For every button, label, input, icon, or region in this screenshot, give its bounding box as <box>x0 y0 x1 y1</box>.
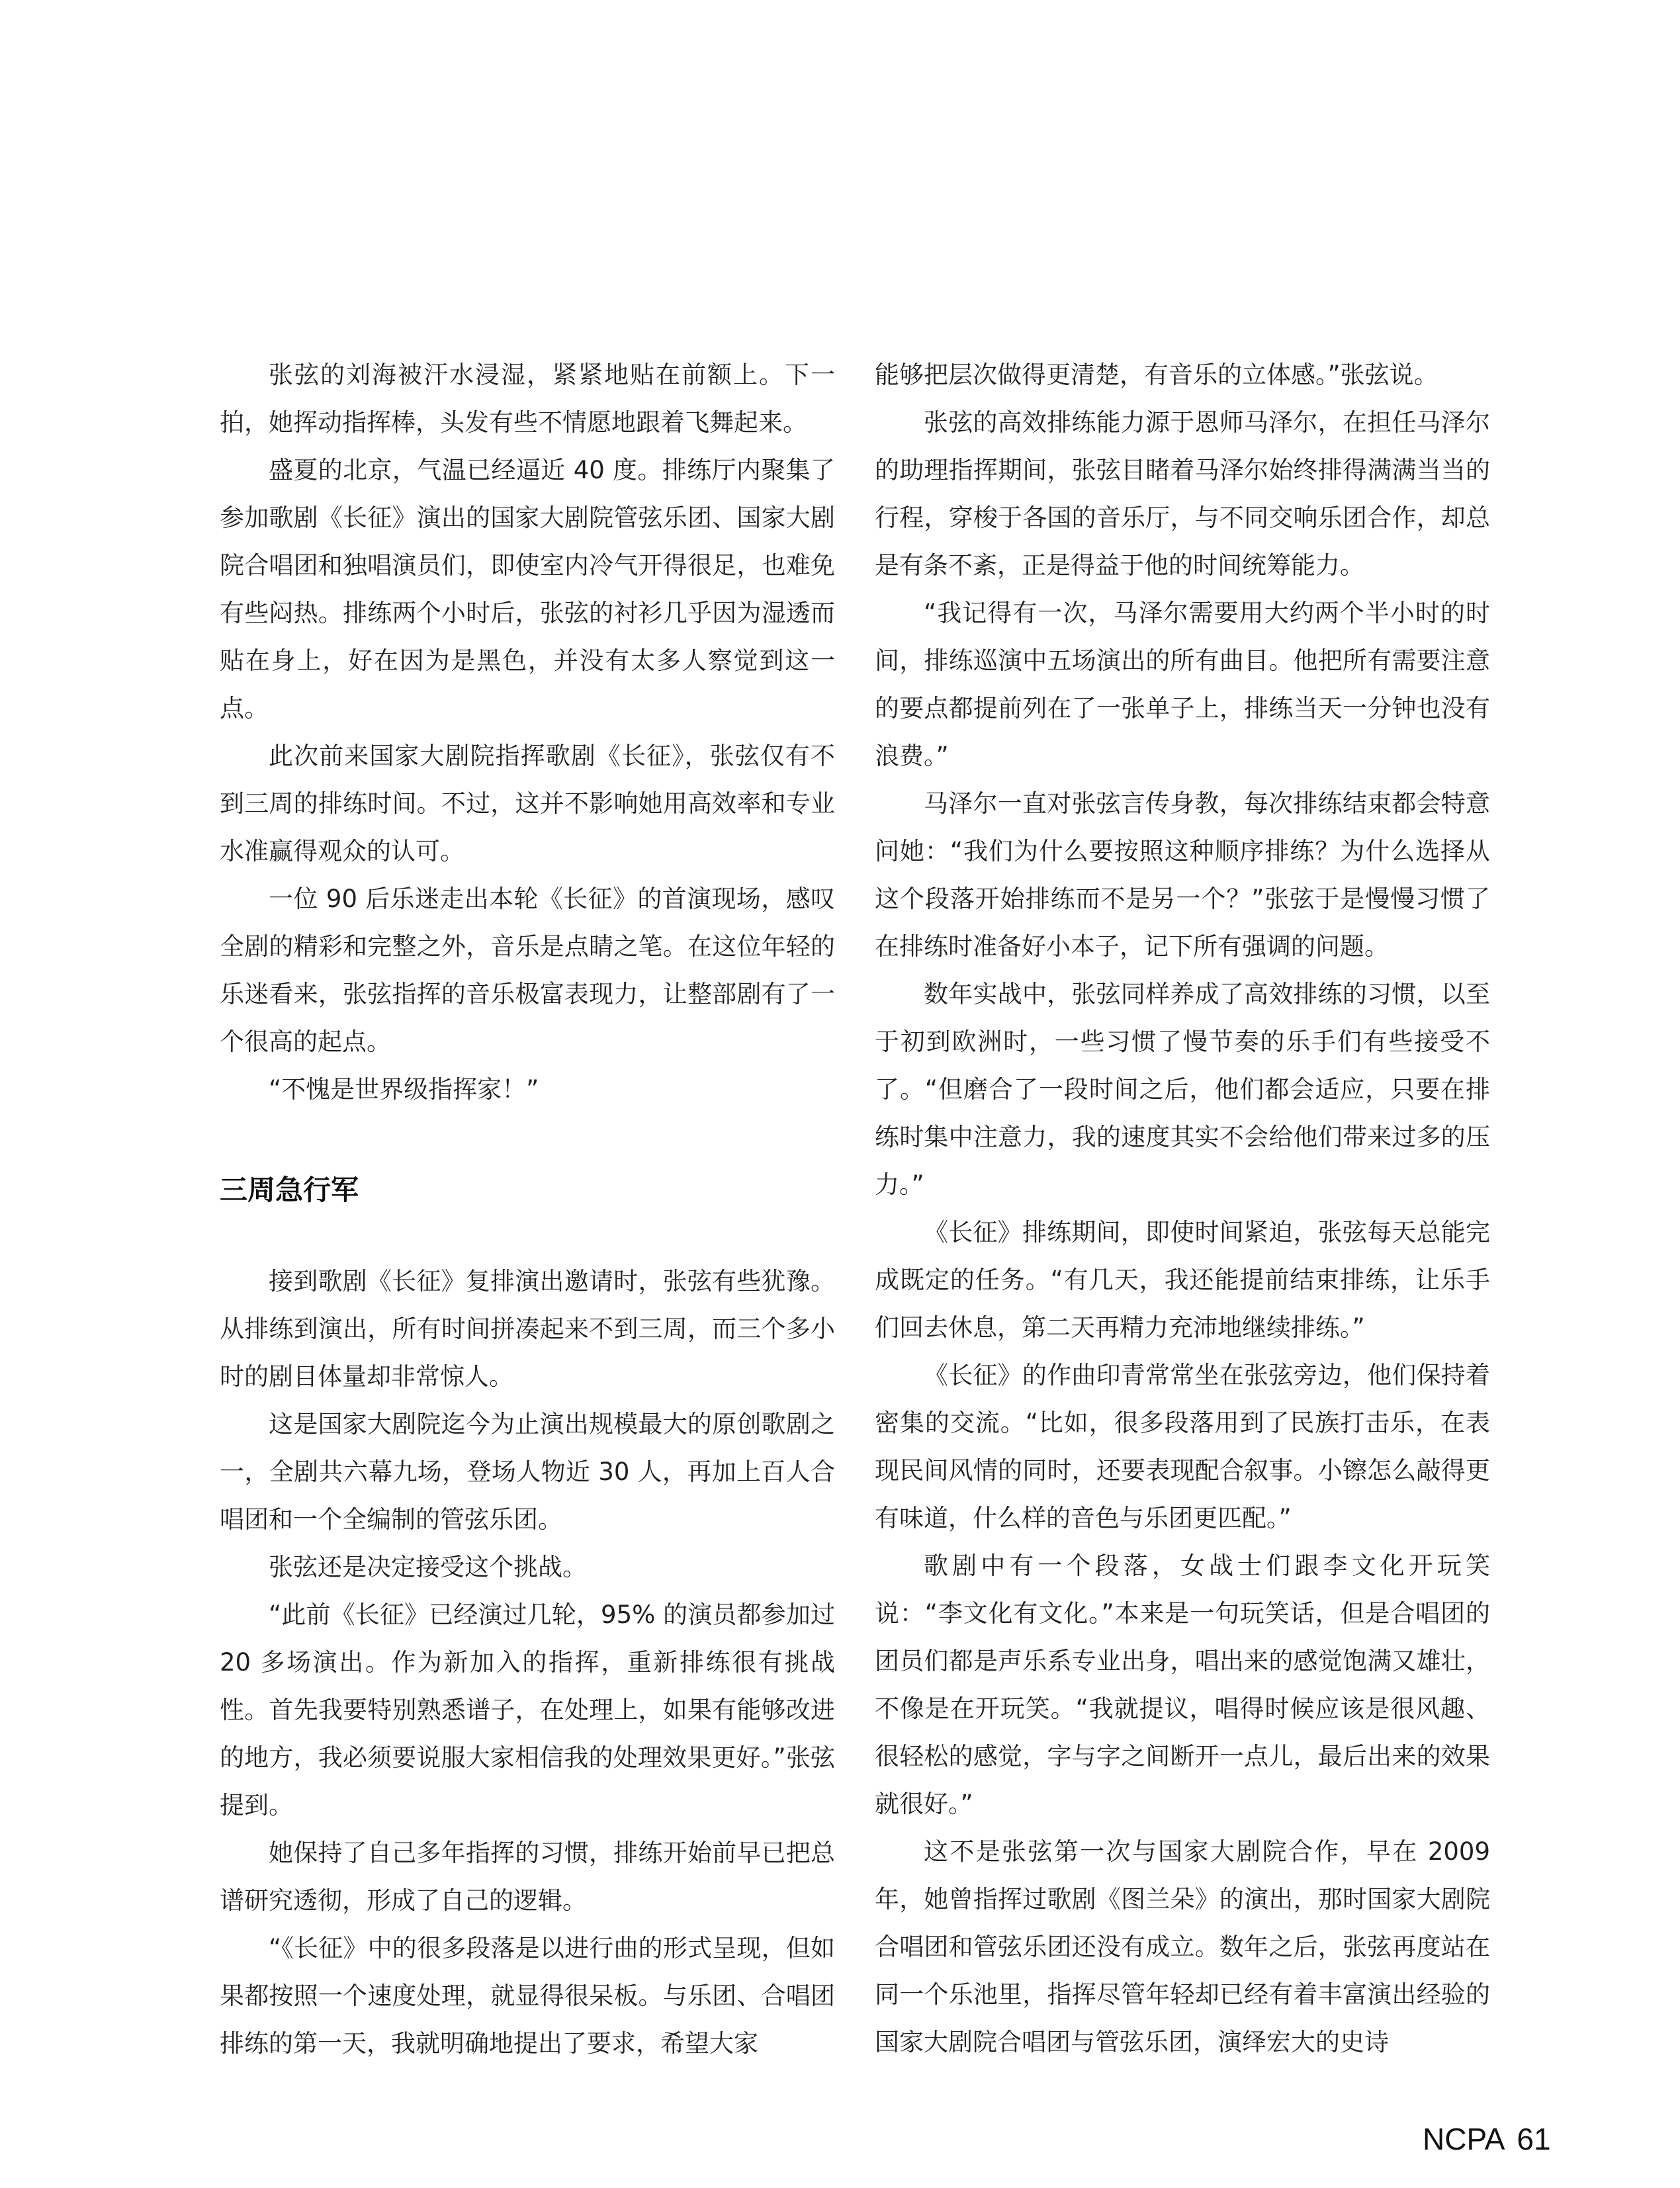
paragraph: “《长征》中的很多段落是以进行曲的形式呈现，但如果都按照一个速度处理，就显得很呆板。与乐团、合唱团排练的第一天，我就明确地提出了要求，希望大家 <box>220 1934 835 2058</box>
paragraph: 这不是张弦第一次与国家大剧院合作，早在 2009 年，她曾指挥过歌剧《图兰朵》的演出，那时国家大剧院合唱团和管弦乐团还没有成立。数年之后，张弦再度站在同一个乐池里，指挥尽管年轻却已经有着丰富演出经验的国家大剧院合唱团与管弦乐团，演绎宏大的史诗 <box>875 1837 1490 2056</box>
paragraph: 盛夏的北京，气温已经逼近 40 度。排练厅内聚集了参加歌剧《长征》演出的国家大剧院管弦乐团、国家大剧院合唱团和独唱演员们，即使室内冷气开得很足，也难免有些闷热。排练两个小时后，张弦的衬衫几乎因为湿透而贴在身上，好在因为是黑色，并没有太多人察觉到这一点。 <box>220 456 835 722</box>
paragraph: 此次前来国家大剧院指挥歌剧《长征》，张弦仅有不到三周的排练时间。不过，这并不影响她用高效率和专业水准赢得观众的认可。 <box>220 742 835 865</box>
paragraph: 《长征》排练期间，即使时间紧迫，张弦每天总能完成既定的任务。“有几天，我还能提前结束排练，让乐手们回去休息，第二天再精力充沛地继续排练。” <box>875 1218 1490 1342</box>
paragraph-continuation: 能够把层次做得更清楚，有音乐的立体感。”张弦说。 <box>875 361 1438 389</box>
page-number: 61 <box>1517 2122 1551 2156</box>
paragraph: 这是国家大剧院迄今为止演出规模最大的原创歌剧之一，全剧共六幕九场，登场人物近 30 人，再加上百人合唱团和一个全编制的管弦乐团。 <box>220 1410 835 1534</box>
section-heading: 三周急行军 <box>220 1174 359 1206</box>
paragraph: “不愧是世界级指挥家！” <box>269 1075 539 1104</box>
paragraph: 张弦的高效排练能力源于恩师马泽尔，在担任马泽尔的助理指挥期间，张弦目睹着马泽尔始终排得满满当当的行程，穿梭于各国的音乐厅，与不同交响乐团合作，却总是有条不紊，正是得益于他的时间统筹能力。 <box>875 408 1490 580</box>
right-column <box>875 351 1490 2066</box>
paragraph: 张弦还是决定接受这个挑战。 <box>269 1553 587 1581</box>
paragraph: 歌剧中有一个段落，女战士们跟李文化开玩笑说：“李文化有文化。”本来是一句玩笑话，但是合唱团的团员们都是声乐系专业出身，唱出来的感觉饱满又雄壮，不像是在开玩笑。“我就提议，唱得时候应该是很风趣、很轻松的感觉，字与字之间断开一点儿，最后出来的效果就很好。” <box>875 1552 1490 1818</box>
publication-name: NCPA <box>1423 2122 1505 2156</box>
paragraph: 一位 90 后乐迷走出本轮《长征》的首演现场，感叹全剧的精彩和完整之外，音乐是点睛之笔。在这位年轻的乐迷看来，张弦指挥的音乐极富表现力，让整部剧有了一个很高的起点。 <box>220 885 835 1056</box>
paragraph: 《长征》的作曲印青常常坐在张弦旁边，他们保持着密集的交流。“比如，很多段落用到了民族打击乐，在表现民间风情的同时，还要表现配合叙事。小镲怎么敲得更有味道，什么样的音色与乐团更匹配。” <box>875 1361 1490 1532</box>
paragraph: 张弦的刘海被汗水浸湿，紧紧地贴在前额上。下一拍，她挥动指挥棒，头发有些不情愿地跟着飞舞起来。 <box>220 361 835 437</box>
paragraph: 她保持了自己多年指挥的习惯，排练开始前早已把总谱研究透彻，形成了自己的逻辑。 <box>220 1839 835 1915</box>
left-column <box>220 351 835 2068</box>
paragraph: 马泽尔一直对张弦言传身教，每次排练结束都会特意问她：“我们为什么要按照这种顺序排练？为什么选择从这个段落开始排练而不是另一个？”张弦于是慢慢习惯了在排练时准备好小本子，记下所有强调的问题。 <box>875 789 1490 961</box>
paragraph: 数年实战中，张弦同样养成了高效排练的习惯，以至于初到欧洲时，一些习惯了慢节奏的乐手们有些接受不了。“但磨合了一段时间之后，他们都会适应，只要在排练时集中注意力，我的速度其实不会给他们带来过多的压力。” <box>875 980 1490 1199</box>
paragraph: “此前《长征》已经演过几轮，95% 的演员都参加过 20 多场演出。作为新加入的指挥，重新排练很有挑战性。首先我要特别熟悉谱子，在处理上，如果有能够改进的地方，我必须要说服大家相信我的处理效果更好。”张弦提到。 <box>220 1600 835 1819</box>
page-footer <box>1423 2121 1551 2158</box>
paragraph: 接到歌剧《长征》复排演出邀请时，张弦有些犹豫。从排练到演出，所有时间拼凑起来不到三周，而三个多小时的剧目体量却非常惊人。 <box>220 1267 835 1391</box>
paragraph: “我记得有一次，马泽尔需要用大约两个半小时的时间，排练巡演中五场演出的所有曲目。他把所有需要注意的要点都提前列在了一张单子上，排练当天一分钟也没有浪费。” <box>875 599 1490 770</box>
